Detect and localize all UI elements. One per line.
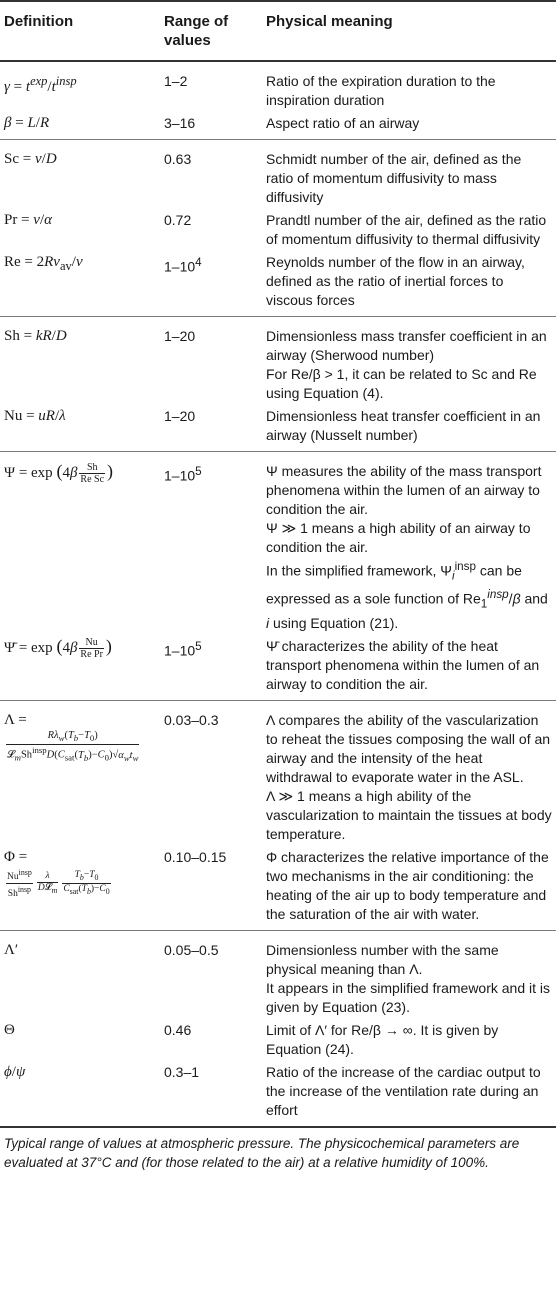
definition-beta: β = L/R [4, 115, 50, 131]
range-sc: 0.63 [164, 151, 192, 167]
range-pr: 0.72 [164, 212, 192, 228]
header-range: Range of values [164, 13, 229, 49]
meaning-text: Prandtl number of the air, defined as the ratio of momentum diffusivity to thermal diffusivity [266, 212, 547, 247]
range-gamma: 1–2 [164, 73, 188, 89]
meaning-phi [262, 848, 556, 931]
table-row [0, 1063, 556, 1127]
meaning-text: Schmidt number of the air, defined as the ratio of momentum diffusivity to mass diffusivity [266, 151, 522, 205]
meaning-sc [262, 140, 556, 212]
definition-phi: Φ = $\frac{Nu^{insp}}{Sh^{insp}}$ $\frac{\lambda}{D𝓛_m}$ $\frac{T_b-T_0}{C_{sat}(T_b)-C_0}$ [4, 848, 110, 900]
range-beta: 3–16 [164, 115, 196, 131]
meaning-text: Ψ̄ characterizes the ability of the heat transport phenomena within the lumen of an airway to condition the air. [266, 637, 540, 692]
range-sh: 1–20 [164, 328, 196, 344]
range-phi-psi: 0.3–1 [164, 1063, 200, 1080]
meaning-text: Ψ measures the ability of the mass transport phenomena within the lumen of an airway to condition the air. [266, 463, 542, 517]
meaning-text: Reynolds number of the flow in an airway, defined as the ratio of inertial forces to viscous forces [266, 254, 525, 308]
header-meaning: Physical meaning [266, 13, 393, 30]
meaning-text: Aspect ratio of an airway [266, 115, 420, 131]
meaning-pr [262, 211, 556, 253]
meaning-text: Dimensionless mass transfer coefficient in an airway (Sherwood number) [266, 328, 547, 363]
table-row [0, 452, 556, 637]
meaning-lambda-prime [262, 930, 556, 1021]
meaning-text: In the simplified framework, $\Psi_i^{insp}$ can be expressed as a sole function of $Re_1^{insp}/\beta$ and i using Equation (21). [266, 560, 548, 631]
definition-lambda: Λ = $\frac{R\lambda_w(T_b-T_0)}{𝓛_mSh^{insp}D(C_{sat}(T_b)-C_0)√\alpha_wt_w}$ [4, 711, 139, 763]
meaning-text: For Re/β > 1, it can be related to Sc and Re using Equation (4). [266, 366, 537, 401]
header-definition: Definition [4, 13, 74, 30]
meaning-text: Ratio of the increase of the cardiac output to the increase of the ventilation rate during an effort [266, 1063, 541, 1118]
meaning-re [262, 253, 556, 317]
table-row [0, 211, 556, 253]
table-row [0, 317, 556, 408]
definition-lambda-prime: Λ′ [4, 941, 19, 958]
meaning-nu [262, 407, 556, 452]
table-row [0, 848, 556, 931]
table-row [0, 637, 556, 701]
table-row [0, 114, 556, 140]
definition-psi-bar: Ψ̄ = exp (4β $\frac{Nu}{\text{Re Pr}}$ ) [4, 635, 112, 660]
meaning-psi-bar [262, 637, 556, 701]
meaning-text: Λ ≫ 1 means a high ability of the vascularization to maintain the tissues at body temperature. [266, 787, 552, 842]
definition-phi-psi: ϕ/ψ [4, 1063, 26, 1080]
range-psi: $1-10^5$ [164, 465, 202, 484]
meaning-gamma [262, 61, 556, 114]
range-phi: 0.10–0.15 [164, 848, 227, 865]
table-row [0, 930, 556, 1021]
meaning-text: Φ characterizes the relative importance of the two mechanisms in the air conditioning: the heating of the air up to body temperature and the saturation of the air with water. [266, 848, 549, 922]
definition-nu: Nu = uR/λ [4, 408, 66, 424]
table-row [0, 61, 556, 114]
range-re: $1-10^4$ [164, 256, 202, 275]
range-lambda-prime: 0.05–0.5 [164, 941, 219, 958]
table-row [0, 407, 556, 452]
meaning-beta [262, 114, 556, 140]
range-nu: 1–20 [164, 408, 196, 424]
meaning-theta [262, 1021, 556, 1063]
meaning-sh [262, 317, 556, 408]
definition-psi: Ψ = exp (4β $\frac{Sh}{\text{Re Sc}}$ ) [4, 461, 114, 486]
definition-pr: Pr = ν/α [4, 212, 53, 228]
table-row [0, 140, 556, 212]
definition-sh: Sh = kR/D [4, 328, 67, 344]
definition-gamma: $\gamma = t^{exp}/t^{insp}$ [4, 74, 77, 95]
meaning-text: Ratio of the expiration duration to the inspiration duration [266, 73, 496, 108]
table-row [0, 253, 556, 317]
range-psi-bar: $1-10^5$ [164, 639, 202, 659]
definition-theta: Θ [4, 1021, 15, 1038]
meaning-text: Ψ ≫ 1 means a high ability of an airway to condition the air. [266, 520, 531, 555]
definition-re: $Re = 2Rv_{av}/\nu$ [4, 254, 83, 273]
range-lambda: 0.03–0.3 [164, 711, 219, 728]
meaning-lambda [262, 700, 556, 848]
range-theta: 0.46 [164, 1021, 192, 1038]
meaning-phi-psi [262, 1063, 556, 1127]
meaning-text: Limit of Λ′ for Re/β → ∞. It is given by Equation (24). [266, 1021, 499, 1057]
meaning-text: Dimensionless number with the same physical meaning than Λ. [266, 941, 499, 977]
meaning-text: Λ compares the ability of the vascularization to reheat the tissues composing the wall of an airway and the intensity of the heat withdrawal to evaporate water in the ASL. [266, 711, 551, 785]
table-caption: Typical range of values at atmospheric pressure. The physicochemical parameters are evaluated at 37°C and (for those related to the air) at a relative humidity of 100%. [4, 1135, 520, 1170]
table-row [0, 700, 556, 848]
meaning-text: It appears in the simplified framework and it is given by Equation (23). [266, 979, 551, 1015]
definition-sc: Sc = ν/D [4, 151, 57, 167]
meaning-text: Dimensionless heat transfer coefficient in an airway (Nusselt number) [266, 408, 541, 443]
meaning-psi [262, 452, 556, 637]
table-header-row [0, 1, 556, 61]
table-row [0, 1021, 556, 1063]
